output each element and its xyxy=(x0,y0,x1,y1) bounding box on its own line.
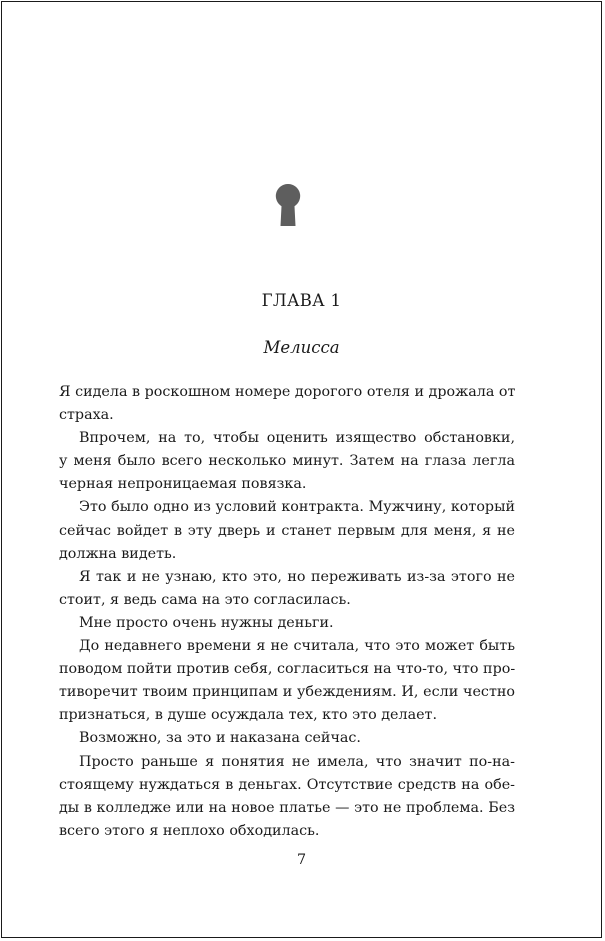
text-line: тиворечит твоим принципам и убеждениям. И, если честно xyxy=(59,684,515,701)
text-line: Я так и не узнаю, кто это, но переживать из-за этого не xyxy=(79,568,515,585)
text-line: должна видеть. xyxy=(59,545,177,562)
text-line: До недавнего времени я не считала, что это может быть xyxy=(79,638,515,655)
text-line: черная непроницаемая повязка. xyxy=(59,476,307,493)
text-line: поводом пойти против себя, согласиться на что-то, что про- xyxy=(59,661,516,678)
book-page xyxy=(1,1,602,938)
chapter-subtitle: Мелисса xyxy=(263,338,340,357)
keyhole-icon xyxy=(274,183,302,227)
text-line: ды в колледже или на новое платье — это не проблема. Без xyxy=(59,799,515,816)
text-line: Я сидела в роскошном номере дорогого отеля и дрожала от xyxy=(59,384,516,400)
text-line: Это было одно из условий контракта. Мужчину, который xyxy=(79,499,515,516)
body-text xyxy=(59,381,515,843)
text-line: всего этого я неплохо обходилась. xyxy=(59,822,320,839)
text-line: признаться, в душе осуждала тех, кто это делает. xyxy=(59,707,438,724)
text-line: Просто раньше я понятия не имела, что значит по-на- xyxy=(79,753,515,770)
chapter-title: ГЛАВА 1 xyxy=(261,291,342,310)
page-number: 7 xyxy=(296,852,307,868)
text-line: Мне просто очень нужны деньги. xyxy=(79,614,334,631)
text-line: сейчас войдет в эту дверь и станет первым для меня, я не xyxy=(59,522,515,539)
text-line: Возможно, за это и наказана сейчас. xyxy=(79,730,361,747)
text-line: у меня было всего несколько минут. Затем на глаза легла xyxy=(59,453,515,470)
text-line: стоит, я ведь сама на это согласилась. xyxy=(59,591,351,608)
text-line: стоящему нуждаться в деньгах. Отсутствие средств на обе- xyxy=(59,776,515,793)
text-line: страха. xyxy=(59,407,114,424)
text-line: Впрочем, на то, чтобы оценить изящество обстановки, xyxy=(79,430,515,447)
